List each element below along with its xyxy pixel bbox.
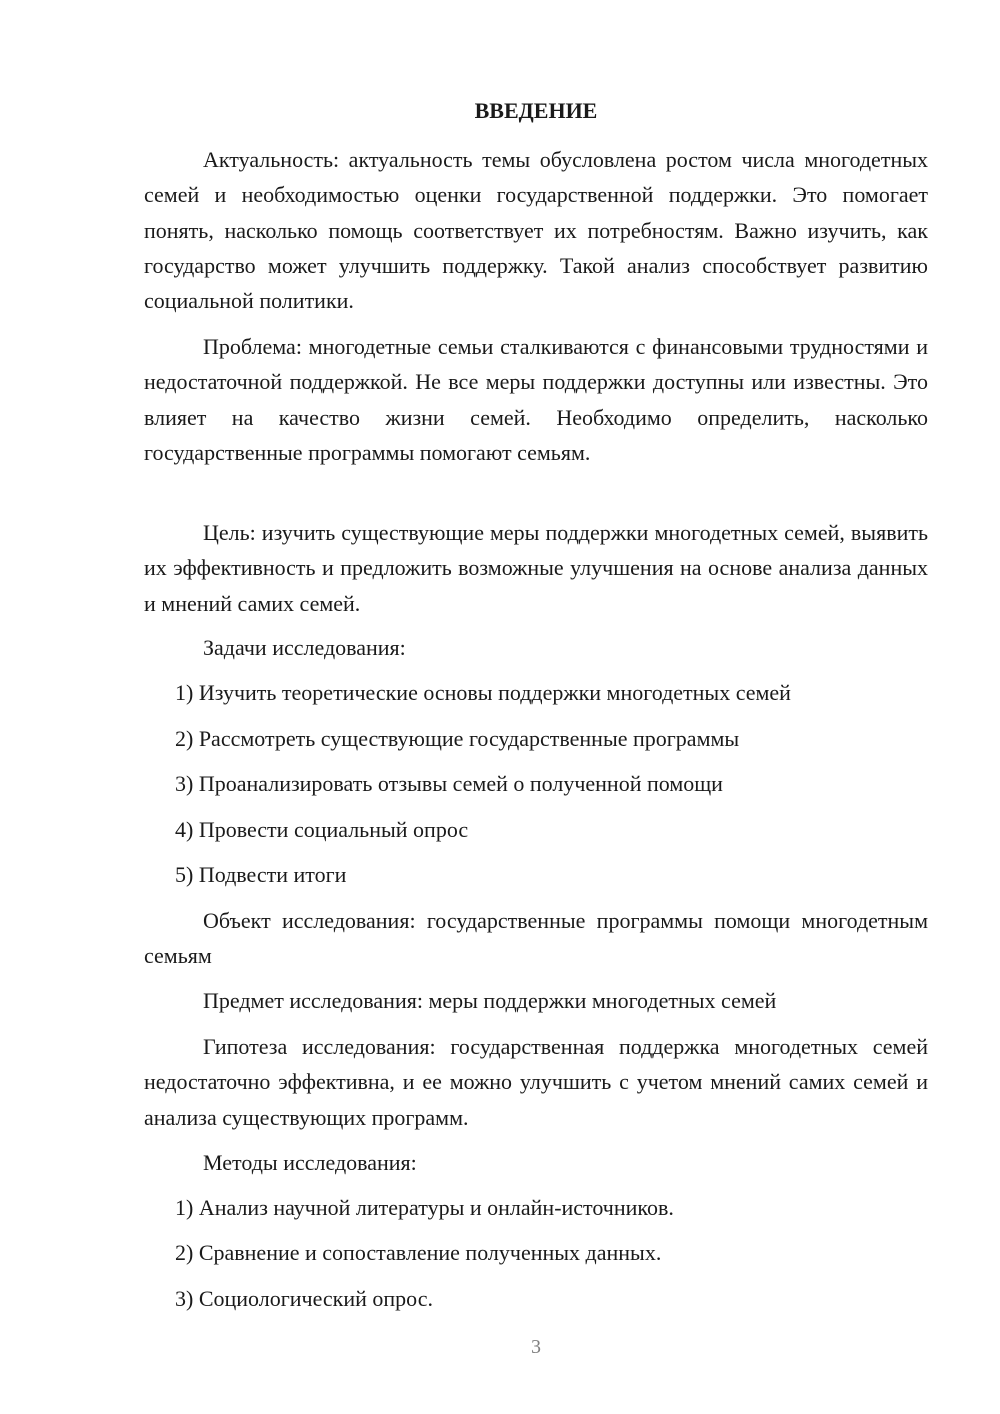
hypothesis-paragraph: Гипотеза исследования: государственная поддержка многодетных семей недостаточно эффективна, и ее можно улучшить с учетом мнений самих семей и анализа существующих программ. <box>144 1034 928 1130</box>
problem-paragraph: Проблема: многодетные семьи сталкиваются с финансовыми трудностями и недостаточной поддержкой. Не все меры поддержки доступны или известны. Это влияет на качество жизни семей. Необходимо определить, насколько государственные программы помогают семьям. <box>144 334 928 465</box>
document-page <box>144 0 928 1414</box>
page-heading: ВВЕДЕНИЕ <box>474 98 598 123</box>
subject-line: Предмет исследования: меры поддержки многодетных семей <box>203 988 777 1013</box>
task-item: 3) Проанализировать отзывы семей о полученной помощи <box>175 771 723 796</box>
methods-heading: Методы исследования: <box>203 1150 417 1175</box>
object-paragraph: Объект исследования: государственные программы помощи многодетным семьям <box>144 908 928 969</box>
method-item: 2) Сравнение и сопоставление полученных данных. <box>175 1240 662 1265</box>
task-item: 2) Рассмотреть существующие государственные программы <box>175 726 740 751</box>
page-number: 3 <box>531 1336 541 1358</box>
goal-paragraph: Цель: изучить существующие меры поддержки многодетных семей, выявить их эффективность и предложить возможные улучшения на основе анализа данных и мнений самих семей. <box>144 520 928 616</box>
task-item: 4) Провести социальный опрос <box>175 817 469 842</box>
tasks-heading: Задачи исследования: <box>203 635 406 660</box>
task-item: 5) Подвести итоги <box>175 862 347 887</box>
relevance-paragraph: Актуальность: актуальность темы обусловлена ростом числа многодетных семей и необходимостью оценки государственной поддержки. Это помогает понять, насколько помощь соответствует их потребностям. Важно изучить, как государство может улучшить поддержку. Такой анализ способствует развитию социальной политики. <box>144 147 928 314</box>
method-item: 3) Социологический опрос. <box>175 1286 433 1311</box>
task-item: 1) Изучить теоретические основы поддержки многодетных семей <box>175 680 791 705</box>
method-item: 1) Анализ научной литературы и онлайн-источников. <box>175 1195 674 1220</box>
